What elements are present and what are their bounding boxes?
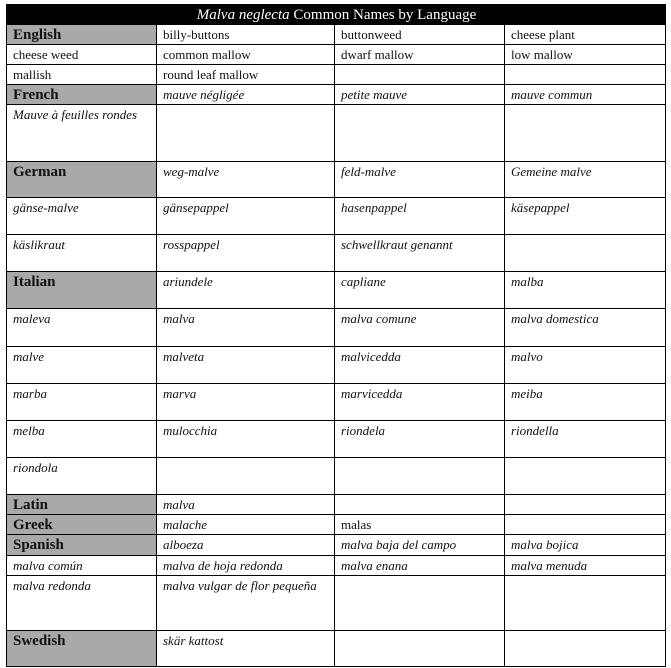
empty-cell [335, 631, 505, 667]
name-cell: marva [157, 384, 335, 421]
table-title [7, 5, 666, 25]
name-cell: malva menuda [505, 556, 666, 576]
name-cell: riondella [505, 421, 666, 458]
table-row [7, 309, 666, 347]
name-cell: schwellkraut genannt [335, 235, 505, 272]
name-cell: malas [335, 515, 505, 535]
common-names-table [6, 4, 666, 667]
name-cell: malva redonda [7, 576, 157, 631]
table-row [7, 384, 666, 421]
name-cell: ariundele [157, 272, 335, 309]
table-row [7, 495, 666, 515]
name-cell: malva baja del campo [335, 535, 505, 556]
name-cell: rosspappel [157, 235, 335, 272]
name-cell: mallish [7, 65, 157, 85]
name-cell: malveta [157, 347, 335, 384]
table-row [7, 535, 666, 556]
empty-cell [505, 235, 666, 272]
name-cell: riondela [335, 421, 505, 458]
table-row [7, 198, 666, 235]
name-cell: capliane [335, 272, 505, 309]
name-cell: malva enana [335, 556, 505, 576]
language-label-spanish: Spanish [7, 535, 157, 556]
table-row [7, 421, 666, 458]
name-cell: mauve négligée [157, 85, 335, 105]
language-label-swedish: Swedish [7, 631, 157, 667]
name-cell: melba [7, 421, 157, 458]
empty-cell [505, 65, 666, 85]
language-label-greek: Greek [7, 515, 157, 535]
language-label-latin: Latin [7, 495, 157, 515]
table-row [7, 25, 666, 45]
table-row [7, 45, 666, 65]
name-cell: marvicedda [335, 384, 505, 421]
name-cell: käsepappel [505, 198, 666, 235]
table-row [7, 347, 666, 384]
name-cell: cheese weed [7, 45, 157, 65]
table-row [7, 105, 666, 162]
table-title-row [7, 5, 666, 25]
name-cell: round leaf mallow [157, 65, 335, 85]
name-cell: malvicedda [335, 347, 505, 384]
name-cell: malva vulgar de flor pequeña [157, 576, 335, 631]
name-cell: Gemeine malve [505, 162, 666, 198]
empty-cell [505, 495, 666, 515]
name-cell: gänse-malve [7, 198, 157, 235]
empty-cell [335, 65, 505, 85]
language-label-french: French [7, 85, 157, 105]
name-cell: malache [157, 515, 335, 535]
empty-cell [157, 105, 335, 162]
name-cell: skär kattost [157, 631, 335, 667]
name-cell: cheese plant [505, 25, 666, 45]
table-title-species: Malva neglecta [196, 7, 290, 23]
name-cell: malva domestica [505, 309, 666, 347]
empty-cell [335, 495, 505, 515]
empty-cell [335, 105, 505, 162]
empty-cell [157, 458, 335, 495]
table-title-rest: Common Names by Language [289, 7, 477, 23]
table-row [7, 458, 666, 495]
table-row [7, 556, 666, 576]
name-cell: malva comune [335, 309, 505, 347]
name-cell: common mallow [157, 45, 335, 65]
name-cell: malba [505, 272, 666, 309]
table-body [7, 25, 666, 667]
name-cell: Mauve à feuilles rondes [7, 105, 157, 162]
name-cell: malva [157, 309, 335, 347]
name-cell: alboeza [157, 535, 335, 556]
empty-cell [505, 576, 666, 631]
names-table-container [6, 4, 665, 667]
empty-cell [335, 576, 505, 631]
name-cell: riondola [7, 458, 157, 495]
table-row [7, 576, 666, 631]
name-cell: malva de hoja redonda [157, 556, 335, 576]
name-cell: mulocchia [157, 421, 335, 458]
name-cell: käslikraut [7, 235, 157, 272]
name-cell: meiba [505, 384, 666, 421]
table-row [7, 515, 666, 535]
table-row [7, 272, 666, 309]
empty-cell [505, 458, 666, 495]
language-label-english: English [7, 25, 157, 45]
name-cell: feld-malve [335, 162, 505, 198]
name-cell: petite mauve [335, 85, 505, 105]
empty-cell [505, 631, 666, 667]
name-cell: marba [7, 384, 157, 421]
empty-cell [505, 515, 666, 535]
name-cell: maleva [7, 309, 157, 347]
table-row [7, 65, 666, 85]
name-cell: malva bojica [505, 535, 666, 556]
name-cell: hasenpappel [335, 198, 505, 235]
name-cell: weg-malve [157, 162, 335, 198]
name-cell: mauve commun [505, 85, 666, 105]
empty-cell [505, 105, 666, 162]
language-label-german: German [7, 162, 157, 198]
name-cell: dwarf mallow [335, 45, 505, 65]
table-row [7, 235, 666, 272]
table-row [7, 631, 666, 667]
empty-cell [335, 458, 505, 495]
name-cell: low mallow [505, 45, 666, 65]
table-row [7, 85, 666, 105]
name-cell: malva [157, 495, 335, 515]
name-cell: buttonweed [335, 25, 505, 45]
table-row [7, 162, 666, 198]
name-cell: billy-buttons [157, 25, 335, 45]
language-label-italian: Italian [7, 272, 157, 309]
name-cell: gänsepappel [157, 198, 335, 235]
name-cell: malve [7, 347, 157, 384]
name-cell: malva común [7, 556, 157, 576]
name-cell: malvo [505, 347, 666, 384]
